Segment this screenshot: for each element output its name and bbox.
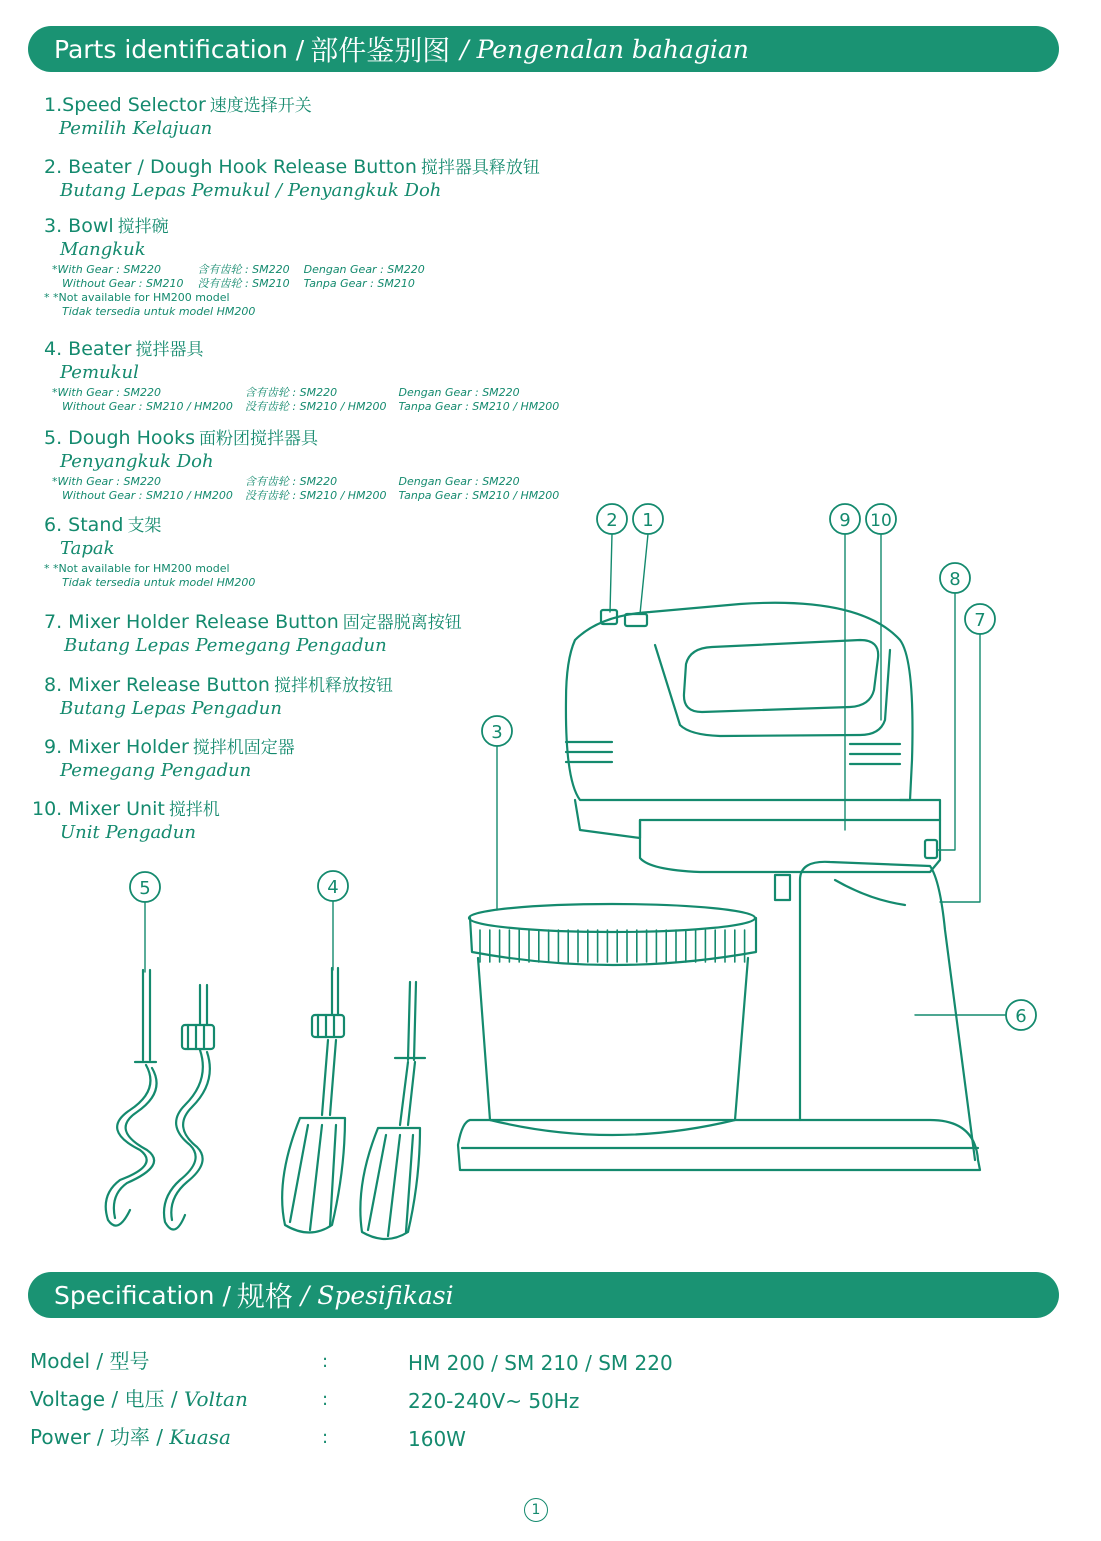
mixer-holder-drawing (640, 800, 940, 872)
spec-value: HM 200 / SM 210 / SM 220 (408, 1351, 673, 1375)
callout-10 (866, 504, 896, 534)
note-cell: Tanpa Gear : SM210 / HM200 (398, 489, 560, 502)
note-cell: 含有齿轮 : SM220 (197, 263, 290, 276)
svg-text:7: 7 (974, 610, 986, 631)
svg-text:1: 1 (642, 510, 654, 531)
part-title: 6. Stand (44, 514, 124, 536)
spec-label-ms: Kuasa (169, 1425, 231, 1449)
note-cell: *With Gear : SM220 (52, 475, 161, 488)
leader-lines (145, 534, 1005, 1015)
spec-colon: : (322, 1389, 329, 1410)
part-title-ms: Tapak (60, 538, 115, 559)
banner-title-ms: / Pengenalan bahagian (460, 34, 749, 64)
not-available-note-ms: Tidak tersedia untuk model HM200 (62, 305, 256, 318)
note-cell: 没有齿轮 : SM210 / HM200 (244, 400, 387, 413)
callout-3 (482, 716, 512, 746)
part-title: 8. Mixer Release Button (44, 674, 270, 696)
note-cell: 含有齿轮 : SM220 (244, 386, 338, 399)
spec-value: 160W (408, 1427, 466, 1451)
part-title-ms: Butang Lepas Pemukul / Penyangkuk Doh (60, 180, 442, 201)
callout-5 (130, 872, 160, 902)
part-title-cn: 搅拌机释放按钮 (273, 676, 393, 696)
note-cell: *With Gear : SM220 (52, 263, 161, 276)
svg-text:8: 8 (949, 569, 961, 590)
note-cell: 没有齿轮 : SM210 (197, 277, 290, 290)
banner-title-en: Parts identification / (54, 34, 305, 64)
svg-text:3: 3 (491, 722, 503, 743)
note-cell: Without Gear : SM210 (62, 277, 184, 290)
note-cell: Without Gear : SM210 / HM200 (62, 400, 233, 413)
callout-7 (965, 604, 995, 634)
not-available-note: * *Not available for HM200 model (44, 562, 230, 575)
part-title-ms: Pemegang Pengadun (60, 760, 252, 781)
callouts (130, 504, 1036, 1030)
note-cell: Dengan Gear : SM220 (398, 475, 520, 488)
part-title-cn: 固定器脱离按钮 (342, 613, 462, 633)
part-title: 7. Mixer Holder Release Button (44, 611, 339, 633)
part-title: 2. Beater / Dough Hook Release Button (44, 156, 417, 178)
svg-text:4: 4 (327, 877, 339, 898)
banner-title-ms: / Spesifikasi (300, 1280, 454, 1310)
page-number: 1 (524, 1498, 548, 1522)
spec-label: Power / 功率 / (30, 1425, 170, 1449)
banner-title-cn: 部件鉴别图 (310, 34, 451, 67)
callout-2 (597, 504, 627, 534)
note-cell: Dengan Gear : SM220 (398, 386, 520, 399)
part-title-ms: Butang Lepas Pemegang Pengadun (64, 635, 387, 656)
part-title: 3. Bowl (44, 215, 114, 237)
callout-4 (318, 871, 348, 901)
note-cell: Without Gear : SM210 / HM200 (62, 489, 233, 502)
banner-title-en: Specification / (54, 1280, 231, 1310)
note-cell: 含有齿轮 : SM220 (244, 475, 338, 488)
callout-8 (940, 563, 970, 593)
part-title: 1.Speed Selector (44, 94, 206, 116)
svg-text:9: 9 (839, 510, 851, 531)
spec-row (30, 1421, 830, 1451)
part-title-cn: 搅拌碗 (117, 217, 169, 237)
spec-label-ms: Voltan (183, 1387, 248, 1411)
part-title-ms: Mangkuk (60, 239, 146, 260)
spec-row (30, 1345, 830, 1375)
spec-value: 220-240V~ 50Hz (408, 1389, 580, 1413)
svg-text:2: 2 (606, 510, 618, 531)
part-title: 9. Mixer Holder (44, 736, 189, 758)
part-title-ms: Pemilih Kelajuan (59, 118, 213, 139)
spec-label: Model / 型号 (30, 1349, 150, 1373)
bowl-drawing (469, 904, 756, 1135)
part-title: 10. Mixer Unit (32, 798, 165, 820)
note-cell: Tanpa Gear : SM210 / HM200 (398, 400, 560, 413)
part-title-ms: Pemukul (60, 362, 139, 383)
part-title-cn: 搅拌机固定器 (192, 738, 295, 758)
part-title-cn: 面粉团搅拌器具 (199, 429, 319, 449)
mixer-unit-drawing (566, 603, 940, 838)
dough-hooks-drawing (106, 970, 214, 1230)
note-cell: Tanpa Gear : SM210 (303, 277, 415, 290)
note-cell: Dengan Gear : SM220 (303, 263, 425, 276)
part-title: 4. Beater (44, 338, 132, 360)
spec-row (30, 1383, 830, 1413)
specification-banner (28, 1272, 1059, 1318)
not-available-note: * *Not available for HM200 model (44, 291, 230, 304)
svg-text:10: 10 (870, 511, 892, 531)
part-title-cn: 搅拌器具 (135, 340, 204, 360)
part-title-cn: 搅拌机 (168, 800, 220, 820)
part-title-cn: 搅拌器具释放钮 (420, 158, 540, 178)
spec-colon: : (322, 1427, 329, 1448)
note-cell: *With Gear : SM220 (52, 386, 161, 399)
callout-9 (830, 504, 860, 534)
not-available-note-ms: Tidak tersedia untuk model HM200 (62, 576, 256, 589)
part-title-ms: Butang Lepas Pengadun (60, 698, 282, 719)
callout-1 (633, 504, 663, 534)
svg-text:5: 5 (139, 878, 151, 899)
callout-6 (1006, 1000, 1036, 1030)
svg-text:6: 6 (1015, 1006, 1027, 1027)
part-title: 5. Dough Hooks (44, 427, 196, 449)
spec-label: Voltage / 电压 / (30, 1387, 184, 1411)
part-title-ms: Penyangkuk Doh (60, 451, 214, 472)
spec-colon: : (322, 1351, 329, 1372)
part-title-ms: Unit Pengadun (60, 822, 196, 843)
beaters-drawing (282, 968, 425, 1239)
part-title-cn: 速度选择开关 (209, 96, 312, 116)
note-cell: 没有齿轮 : SM210 / HM200 (244, 489, 387, 502)
banner-title-cn: 规格 (236, 1280, 293, 1313)
part-title-cn: 支架 (127, 516, 162, 536)
